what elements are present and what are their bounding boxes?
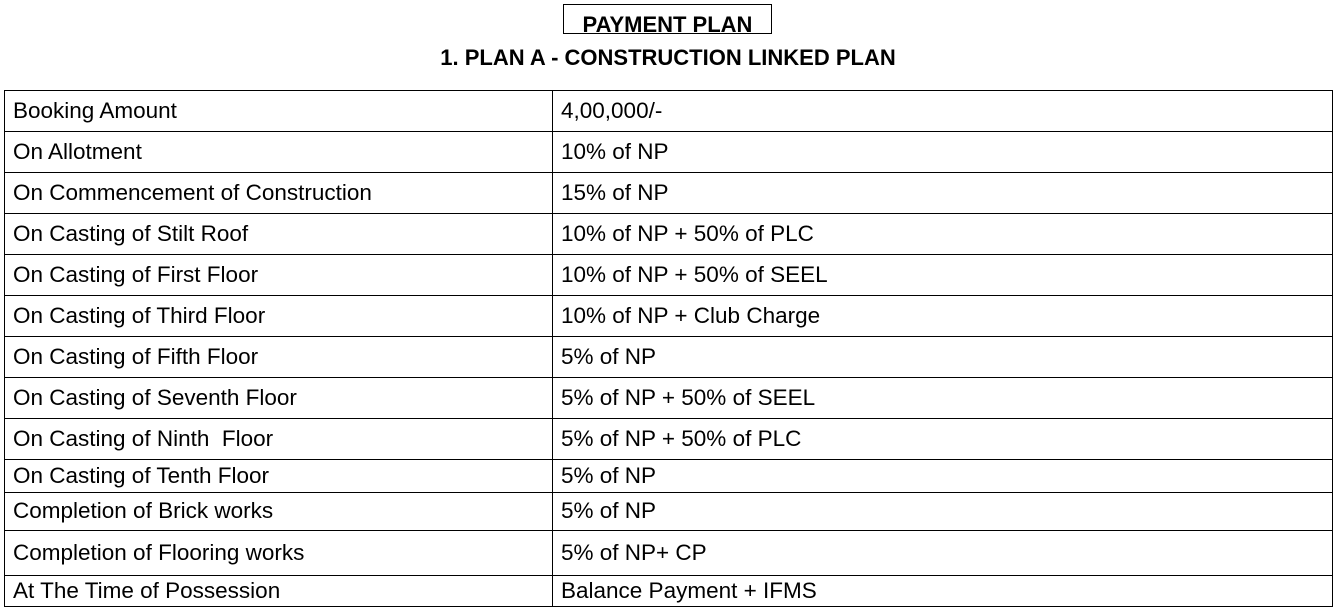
payment-cell: Balance Payment + IFMS bbox=[553, 576, 1333, 607]
table-row bbox=[5, 460, 1333, 493]
payment-cell: 5% of NP + 50% of PLC bbox=[553, 419, 1333, 460]
payment-cell: 5% of NP bbox=[553, 337, 1333, 378]
payment-cell: 10% of NP bbox=[553, 132, 1333, 173]
table-row bbox=[5, 173, 1333, 214]
payment-cell: 5% of NP bbox=[553, 493, 1333, 531]
table-row bbox=[5, 296, 1333, 337]
table-row bbox=[5, 255, 1333, 296]
table-row bbox=[5, 132, 1333, 173]
stage-cell: On Commencement of Construction bbox=[5, 173, 553, 214]
stage-cell: On Casting of Seventh Floor bbox=[5, 378, 553, 419]
stage-cell: On Casting of Ninth Floor bbox=[5, 419, 553, 460]
page-title: PAYMENT PLAN bbox=[582, 12, 753, 34]
stage-cell: On Casting of Tenth Floor bbox=[5, 460, 553, 493]
stage-cell: On Casting of Stilt Roof bbox=[5, 214, 553, 255]
payment-cell: 5% of NP + 50% of SEEL bbox=[553, 378, 1333, 419]
stage-cell: At The Time of Possession bbox=[5, 576, 553, 607]
payment-cell: 10% of NP + Club Charge bbox=[553, 296, 1333, 337]
stage-cell: On Casting of Fifth Floor bbox=[5, 337, 553, 378]
table-row bbox=[5, 576, 1333, 607]
stage-cell: Completion of Brick works bbox=[5, 493, 553, 531]
payment-cell: 15% of NP bbox=[553, 173, 1333, 214]
stage-cell: Completion of Flooring works bbox=[5, 531, 553, 576]
stage-cell: On Casting of Third Floor bbox=[5, 296, 553, 337]
payment-cell: 5% of NP bbox=[553, 460, 1333, 493]
plan-subtitle: 1. PLAN A - CONSTRUCTION LINKED PLAN bbox=[440, 45, 896, 70]
table-row bbox=[5, 493, 1333, 531]
table-row bbox=[5, 337, 1333, 378]
table-row bbox=[5, 419, 1333, 460]
table-row bbox=[5, 378, 1333, 419]
payment-cell: 10% of NP + 50% of PLC bbox=[553, 214, 1333, 255]
stage-cell: On Casting of First Floor bbox=[5, 255, 553, 296]
stage-cell: Booking Amount bbox=[5, 91, 553, 132]
payment-plan-table bbox=[4, 90, 1333, 607]
table-row bbox=[5, 214, 1333, 255]
stage-cell: On Allotment bbox=[5, 132, 553, 173]
table-row bbox=[5, 91, 1333, 132]
payment-cell: 5% of NP+ CP bbox=[553, 531, 1333, 576]
payment-cell: 10% of NP + 50% of SEEL bbox=[553, 255, 1333, 296]
page-title-box bbox=[563, 4, 772, 34]
payment-cell: 4,00,000/- bbox=[553, 91, 1333, 132]
table-row bbox=[5, 531, 1333, 576]
